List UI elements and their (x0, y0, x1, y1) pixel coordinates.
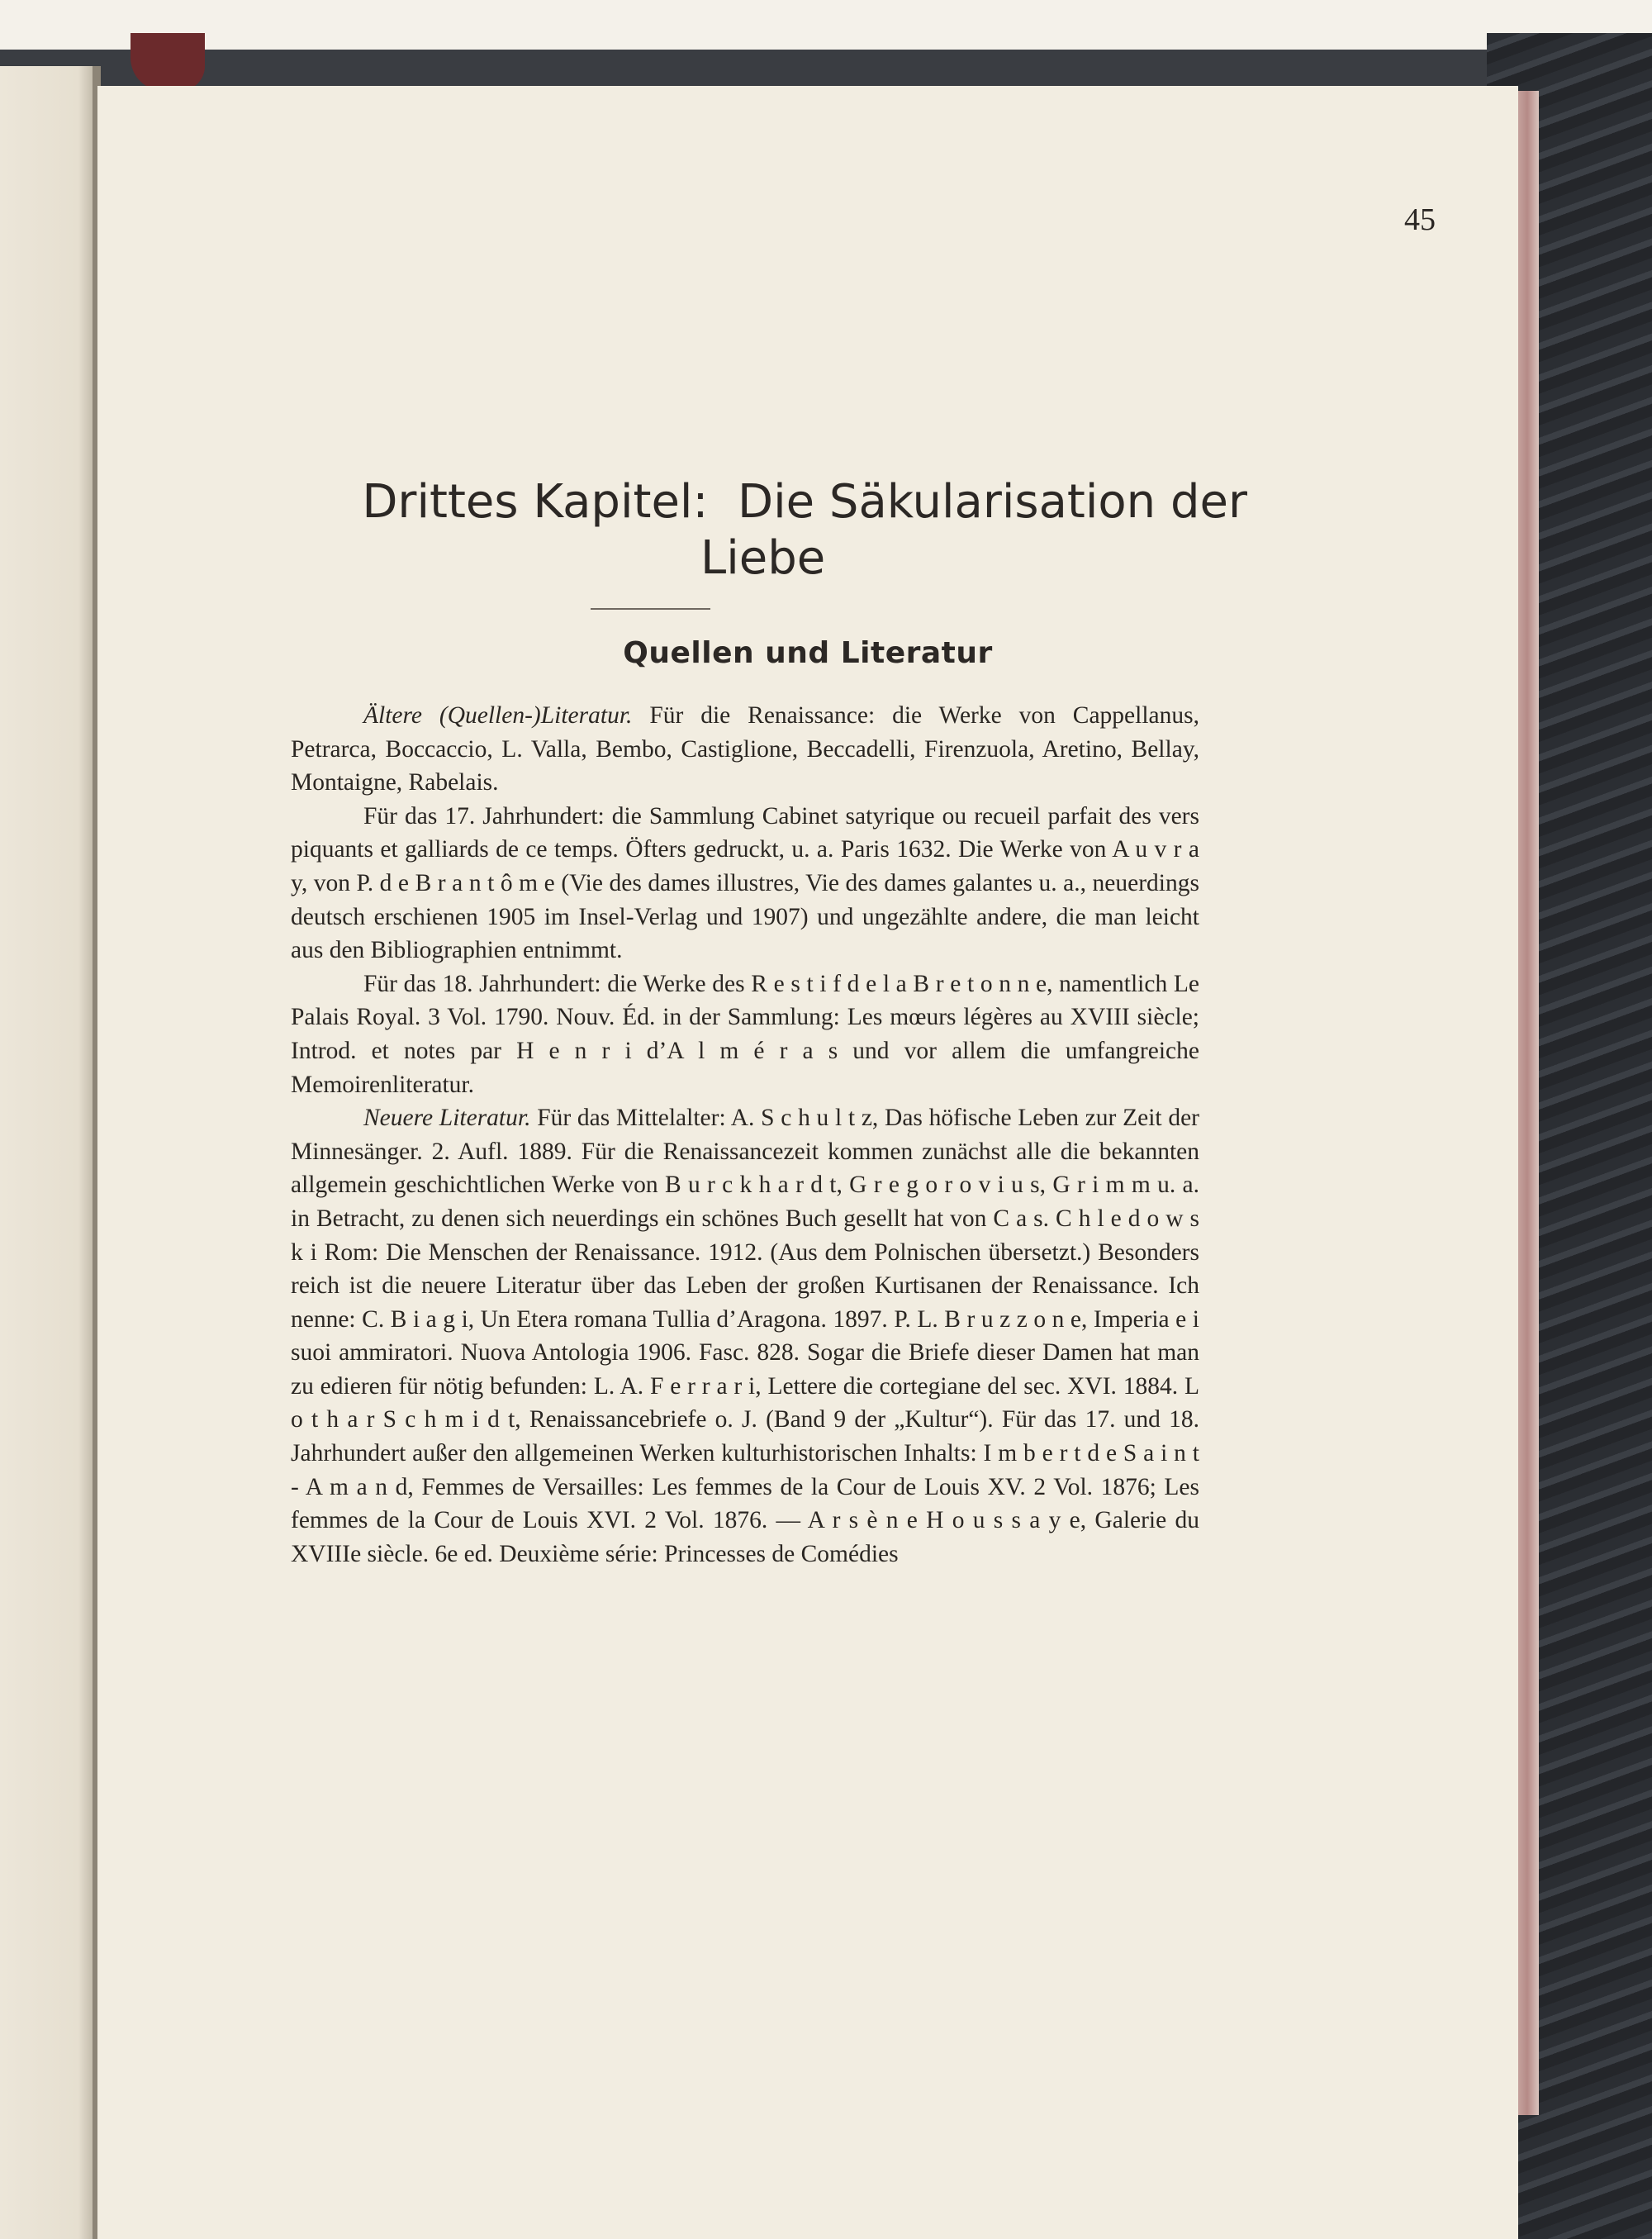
paragraph (291, 1101, 1199, 1571)
book-cover-top (0, 0, 1652, 91)
paragraph (291, 699, 1199, 800)
divider-rule (591, 608, 710, 610)
paragraph-lead: Ältere (Quellen-)Literatur. (363, 702, 633, 729)
chapter-title (215, 474, 1247, 587)
page-number: 45 (1404, 202, 1436, 237)
paragraph (291, 800, 1199, 967)
section-heading: Quellen und Literatur (623, 636, 993, 670)
left-page-edge (0, 66, 97, 2239)
paragraph-text: Für das 18. Jahrhundert: die Werke des R e s t i f d e l a B r e t o n n e, namentlich Le Palais Royal. 3 Vol. 1790. Nouv. Éd. in der Sammlung: Les mœurs légères au XVIII siècle; Introd. et notes par H e n r i d’A l m é r a s und vor allem die umfangreiche Memoirenliteratur. (291, 970, 1199, 1098)
paragraph-text: Für die Renaissance: die Werke von Cappellanus, Petrarca, Boccaccio, L. Valla, Bembo, Castiglione, Beccadelli, Firenzuola, Aretino, Bellay, Montaigne, Rabelais. (291, 702, 1199, 796)
chapter-title-line2: Liebe (700, 531, 826, 585)
paragraph-lead: Neuere Literatur. (363, 1105, 531, 1132)
paragraph-text: Für das Mittelalter: A. S c h u l t z, Das höfische Leben zur Zeit der Minnesänger. 2. Aufl. 1889. Für die Renaissancezeit kommen zunächst alle die bekannten allgemein geschichtlichen Werke von B u r c k h a r d t, G r e g o r o v i u s, G r i m m u. a. in Betracht, zu denen sich neuerdings ein schönes Buch gesellt hat von C a s. C h l e d o w s k i Rom: Die Menschen der Renaissance. 1912. (Aus dem Polnischen übersetzt.) Besonders reich ist die neuere Literatur über das Leben der großen Kurtisanen der Renaissance. Ich nenne: C. B i a g i, Un Etera romana Tullia d’Aragona. 1897. P. L. B r u z z o n e, Imperia e i suoi ammiratori. Nuova Antologia 1906. Fasc. 828. Sogar die Briefe dieser Damen hat man zu edieren für nötig befunden: L. A. F e r r a r i, Lettere die cortegiane del sec. XVI. 1884. L o t h a r S c h m i d t, Renaissancebriefe o. J. (Band 9 der „Kultur“). Für das 17. und 18. Jahrhundert außer den allgemeinen Werken kulturhistorischen Inhalts: I m b e r t d e S a i n t - A m a n d, Femmes de Versailles: Les femmes de la Cour de Louis XV. 2 Vol. 1876; Les femmes de la Cour de Louis XVI. 2 Vol. 1876. — A r s è n e H o u s s a y e, Galerie du XVIIIe siècle. 6e ed. Deuxième série: Princesses de Comédies (291, 1105, 1199, 1567)
paragraph-text: Für das 17. Jahrhundert: die Sammlung Cabinet satyrique ou recueil parfait des vers piquants et galliards de ce temps. Öfters gedruckt, u. a. Paris 1632. Die Werke von A u v r a y, von P. d e B r a n t ô m e (Vie des dames illustres, Vie des dames galantes u. a., neuerdings deutsch erschienen 1905 im Insel-Verlag und 1907) und ungezählte andere, die man leicht aus den Bibliographien entnimmt. (291, 802, 1199, 964)
body-text (291, 699, 1199, 1571)
paragraph (291, 967, 1199, 1101)
bookmark-ribbon (131, 33, 205, 91)
chapter-title-line1: Drittes Kapitel: Die Säkularisation der (362, 475, 1247, 529)
page-edges (1516, 91, 1539, 2115)
